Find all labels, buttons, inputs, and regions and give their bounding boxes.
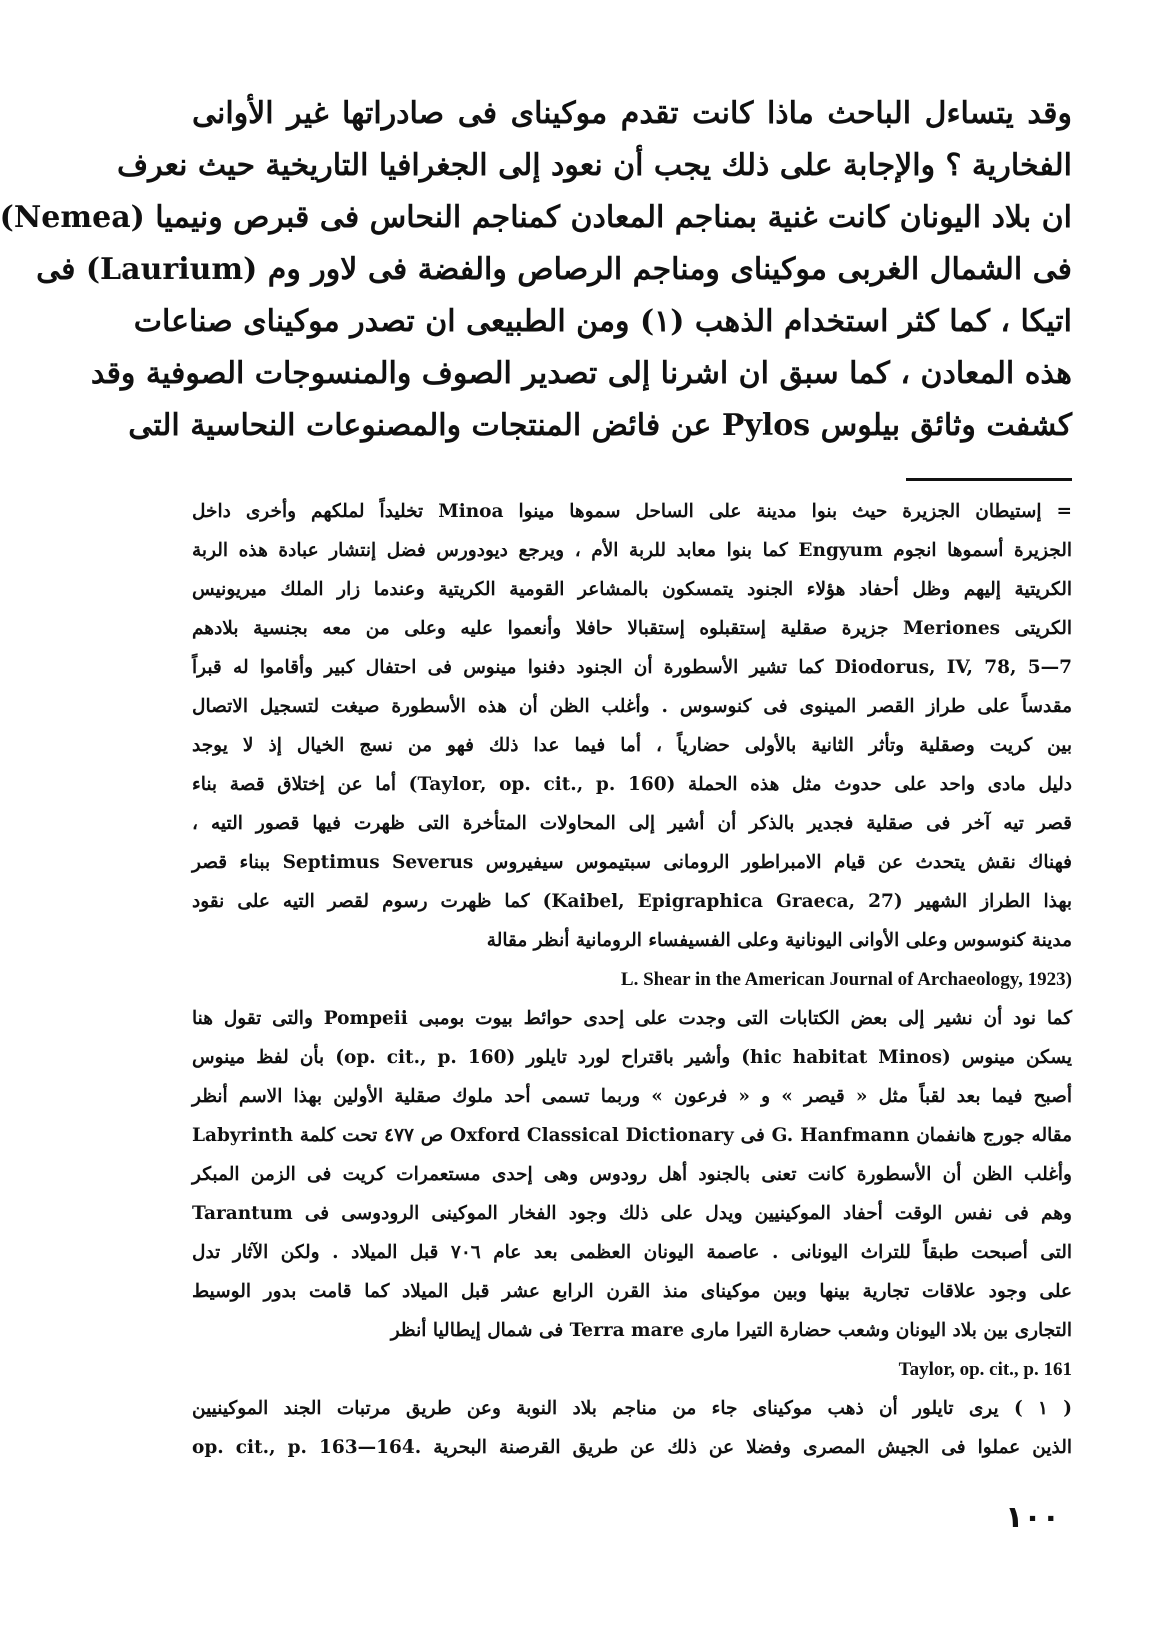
footnote-line: الذين عملوا فى الجيش المصرى وفضلا عن ذلك عن طريق القرصنة البحرية .op. cit., p. 163—164 [192, 1437, 1072, 1458]
footnote-reference-line: L. Shear in the American Journal of Archaeology, 1923) [620, 969, 1072, 990]
footnotes [192, 492, 1072, 1467]
main-text-line: فى الشمال الغربى موكيناى ومناجم الرصاص والفضة فى لاور وم (Laurium) فى [36, 252, 1072, 287]
footnote-line: على وجود علاقات تجارية بينها وبين موكيناى منذ القرن الرابع عشر قبل الميلاد كما قامت بدور الوسيط [192, 1281, 1072, 1302]
footnote-line: مقاله جورج هانفمان G. Hanfmann فى Oxford Classical Dictionary ص ٤٧٧ تحت كلمة Labyrinth [192, 1125, 1072, 1146]
footnote-line: الكريتى Meriones جزيرة صقلية إستقبلوه إستقبالا حافلا وأنعموا عليه وعلى من معه بجنسية بلادهم [192, 618, 1072, 639]
footnote-line: مقدساً على طراز القصر المينوى فى كنوسوس . وأغلب الظن أن هذه الأسطورة صيغت لتسجيل الاتصال [192, 696, 1072, 717]
footnote-line: بهذا الطراز الشهير (Kaibel, Epigraphica Graeca, 27) كما ظهرت رسوم لقصر التيه على نقود [192, 891, 1072, 912]
footnote-separator [906, 478, 1072, 481]
footnote-line: مدينة كنوسوس وعلى الأوانى اليونانية وعلى الفسيفساء الرومانية أنظر مقالة [486, 930, 1072, 951]
footnote-line: Diodorus, IV, 78, 5—7 كما تشير الأسطورة أن الجنود دفنوا مينوس فى احتفال كبير وأقاموا له قبراً [192, 657, 1072, 678]
footnote-line: فهناك نقش يتحدث عن قيام الامبراطور الرومانى سبتيموس سيفيروس Septimus Severus ببناء قصر [192, 852, 1072, 873]
footnote-line: دليل مادى واحد على حدوث مثل هذه الحملة (Taylor, op. cit., p. 160) أما عن إختلاق قصة بناء [192, 774, 1073, 795]
footnote-line: الكريتية إليهم وظل أحفاد هؤلاء الجنود يتمسكون بالمشاعر القومية الكريتية وعندما زار الملك ميريونيس [192, 579, 1072, 600]
footnote-line: التى أصبحت طبقاً للتراث اليونانى . عاصمة اليونان العظمى بعد عام ٧٠٦ قبل الميلاد . ولكن الآثار تدل [192, 1242, 1072, 1263]
main-text-line: وقد يتساءل الباحث ماذا كانت تقدم موكيناى فى صادراتها غير الأوانى [192, 96, 1072, 131]
main-text-line: اتيكا ، كما كثر استخدام الذهب (١) ومن الطبيعى ان تصدر موكيناى صناعات [133, 304, 1072, 339]
footnote-line: وهم فى نفس الوقت أحفاد الموكينيين ويدل على ذلك وجود الفخار الموكينى الرودوسى فى Tarantum [192, 1203, 1072, 1224]
footnote-reference-line: Taylor, op. cit., p. 161 [898, 1359, 1072, 1380]
footnote-line: قصر تيه آخر فى صقلية فجدير بالذكر أن أشير إلى المحاولات المتأخرة التى ظهرت فيها قصور التيه ، [192, 813, 1072, 834]
footnote-line: بين كريت وصقلية وتأثر الثانية بالأولى حضارياً ، أما فيما عدا ذلك فهو من نسج الخيال إذ لا يوجد [192, 735, 1072, 756]
main-text-line: الفخارية ؟ والإجابة على ذلك يجب أن نعود إلى الجغرافيا التاريخية حيث نعرف [117, 148, 1072, 183]
footnote-line: كما نود أن نشير إلى بعض الكتابات التى وجدت على إحدى حوائط بيوت بومبى Pompeii والتى تقول هنا [192, 1008, 1073, 1029]
main-text [0, 88, 1072, 452]
footnote-line: التجارى بين بلاد اليونان وشعب حضارة التيرا مارى Terra mare فى شمال إيطاليا أنظر [390, 1320, 1072, 1341]
footnote-line: = إستيطان الجزيرة حيث بنوا مدينة على الساحل سموها مينوا Minoa تخليداً لملكهم وأخرى داخل [192, 501, 1072, 522]
page-number: ١٠٠ [1005, 1500, 1060, 1535]
footnote-line: ( ١ ) يرى تايلور أن ذهب موكيناى جاء من مناجم بلاد النوبة وعن طريق مرتبات الجند الموكينيين [192, 1398, 1072, 1419]
footnote-line: الجزيرة أسموها انجوم Engyum كما بنوا معابد للربة الأم ، ويرجع ديودورس فضل إنتشار عبادة هذه الربة [192, 540, 1072, 561]
footnote-line: يسكن مينوس (hic habitat Minos) وأشير باقتراح لورد تايلور (op. cit., p. 160) بأن لفظ مينوس [192, 1047, 1072, 1068]
main-text-line: ان بلاد اليونان كانت غنية بمناجم المعادن كمناجم النحاس فى قبرص ونيميا (Nemea) [0, 200, 1072, 235]
main-text-line: هذه المعادن ، كما سبق ان اشرنا إلى تصدير الصوف والمنسوجات الصوفية وقد [90, 356, 1072, 391]
footnote-line: أصبح فيما بعد لقباً مثل « قيصر » و « فرعون » وربما تسمى أحد ملوك صقلية الأولين بهذا الاسم أنظر [192, 1086, 1072, 1107]
footnote-line: وأغلب الظن أن الأسطورة كانت تعنى بالجنود أهل رودوس وهى إحدى مستعمرات كريت فى الزمن المبكر [192, 1164, 1072, 1185]
main-text-line: كشفت وثائق بيلوس Pylos عن فائض المنتجات والمصنوعات النحاسية التى [128, 408, 1072, 443]
